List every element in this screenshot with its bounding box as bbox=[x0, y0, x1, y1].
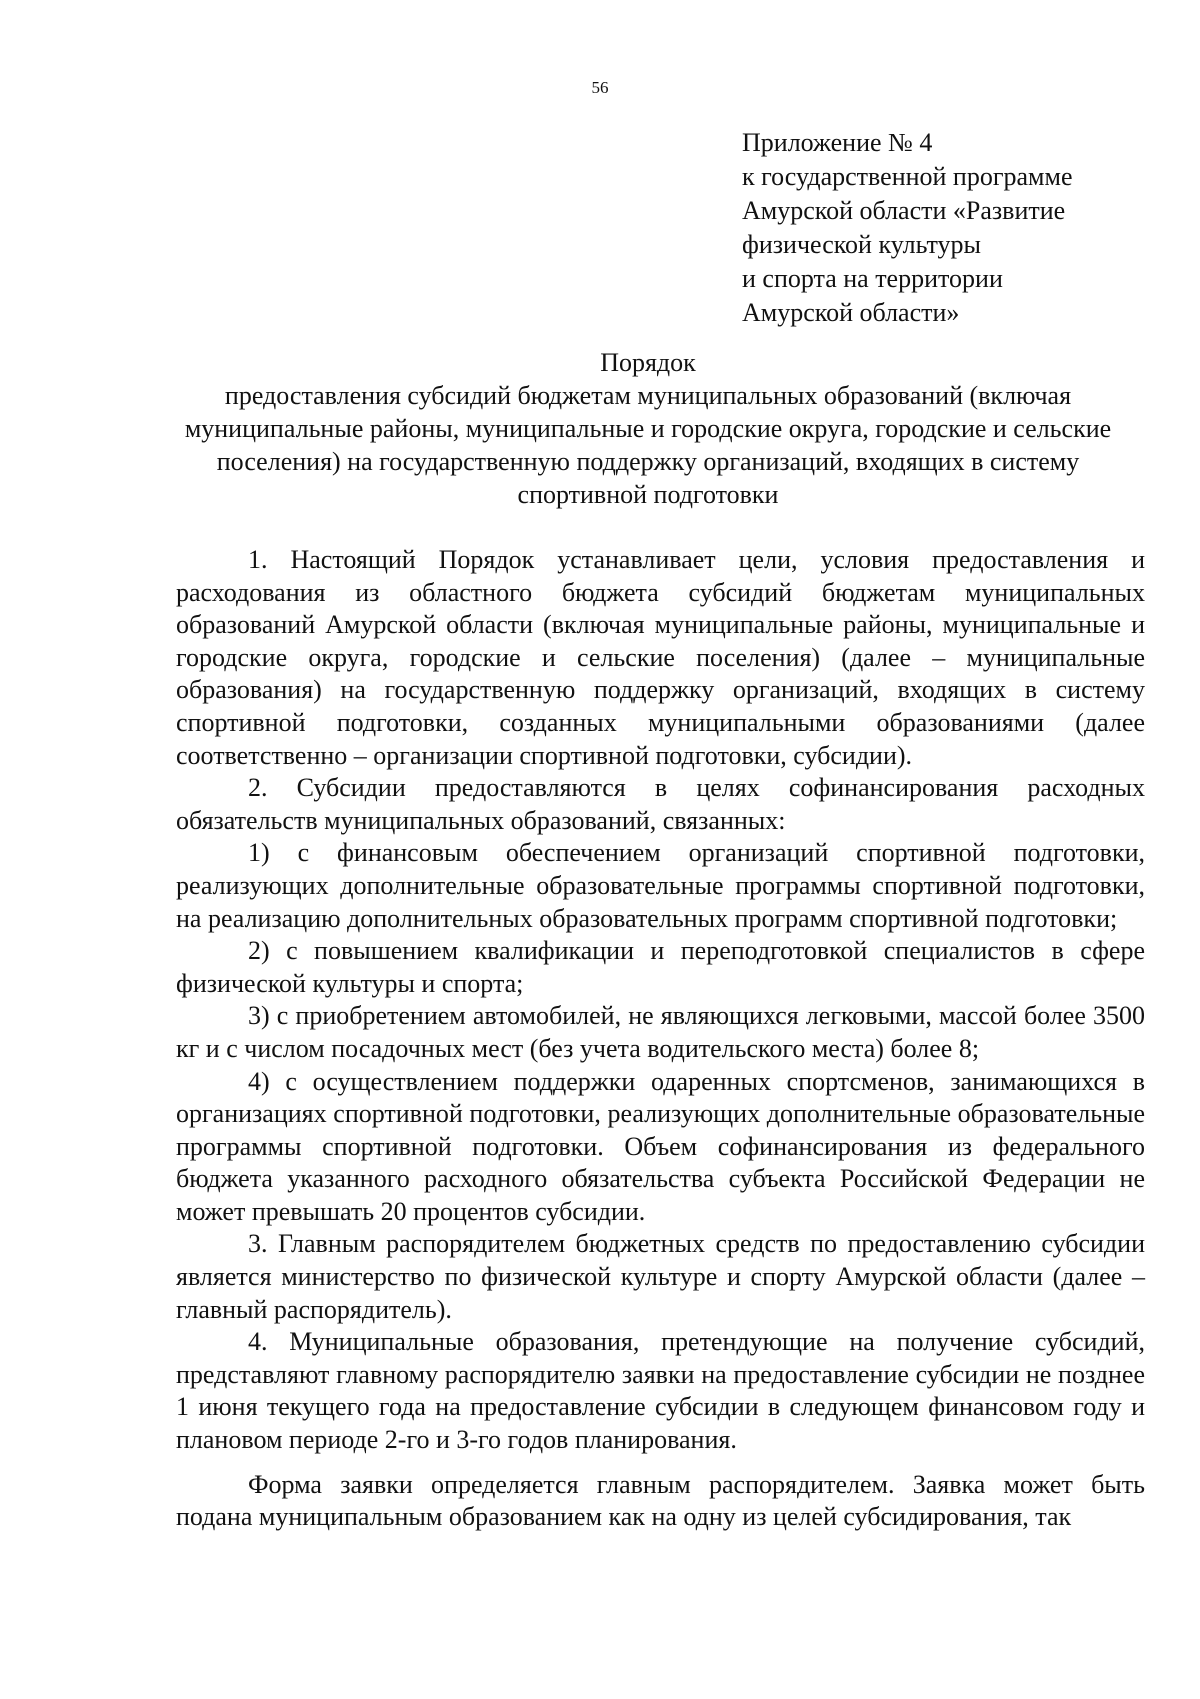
list-item-3: 3) с приобретением автомобилей, не являющихся легковыми, массой более 3500 кг и с числом посадочных мест (без учета водительского места) более 8; bbox=[176, 1001, 1145, 1063]
list-item-1: 1) с финансовым обеспечением организаций спортивной подготовки, реализующих дополнительные образовательные программы спортивной подготовки, на реализацию дополнительных образовательных программ спортивной подготовки; bbox=[176, 838, 1145, 933]
document-body bbox=[176, 544, 1145, 1534]
title-heading: Порядок bbox=[600, 348, 696, 377]
appendix-block bbox=[742, 126, 1162, 330]
paragraph-2: 2. Субсидии предоставляются в целях софинансирования расходных обязательств муниципальных образований, связанных: bbox=[176, 773, 1145, 835]
list-item-4: 4) с осуществлением поддержки одаренных спортсменов, занимающихся в организациях спортивной подготовки, реализующих дополнительные образовательные программы спортивной подготовки. Объем софинансирования из федерального бюджета указанного расходного обязательства субъекта Российской Федерации не может превышать 20 процентов субсидии. bbox=[176, 1066, 1145, 1226]
appendix-line: к государственной программе bbox=[742, 162, 1073, 191]
paragraph-form: Форма заявки определяется главным распорядителем. Заявка может быть подана муниципальным образованием как на одну из целей субсидирования, так bbox=[176, 1469, 1145, 1532]
appendix-line: Амурской области» bbox=[742, 298, 960, 327]
appendix-line: Приложение № 4 bbox=[742, 128, 933, 157]
list-item-2: 2) с повышением квалификации и переподготовкой специалистов в сфере физической культуры и спорта; bbox=[176, 936, 1145, 998]
paragraph-3: 3. Главным распорядителем бюджетных средств по предоставлению субсидии является министерство по физической культуре и спорту Амурской области (далее – главный распорядитель). bbox=[176, 1229, 1145, 1324]
document-title bbox=[168, 346, 1128, 511]
paragraph-4: 4. Муниципальные образования, претендующие на получение субсидий, представляют главному распорядителю заявки на предоставление субсидии не позднее 1 июня текущего года на предоставление субсидии в следующем финансовом году и плановом периоде 2-го и 3-го годов планирования. bbox=[176, 1327, 1145, 1455]
page-number: 56 bbox=[591, 78, 609, 97]
appendix-line: Амурской области «Развитие bbox=[742, 196, 1066, 225]
title-subtitle: предоставления субсидий бюджетам муниципальных образований (включая муниципальные районы, муниципальные и городские округа, городские и сельские поселения) на государственную поддержку организаций, входящих в систему спортивной подготовки bbox=[184, 381, 1112, 509]
appendix-line: и спорта на территории bbox=[742, 264, 1003, 293]
appendix-line: физической культуры bbox=[742, 230, 981, 259]
paragraph-1: 1. Настоящий Порядок устанавливает цели, условия предоставления и расходования из областного бюджета субсидий бюджетам муниципальных образований Амурской области (включая муниципальные районы, муниципальные и городские округа, городские и сельские поселения) (далее – муниципальные образования) на государственную поддержку организаций, входящих в систему спортивной подготовки, созданных муниципальными образованиями (далее соответственно – организации спортивной подготовки, субсидии). bbox=[176, 545, 1145, 770]
